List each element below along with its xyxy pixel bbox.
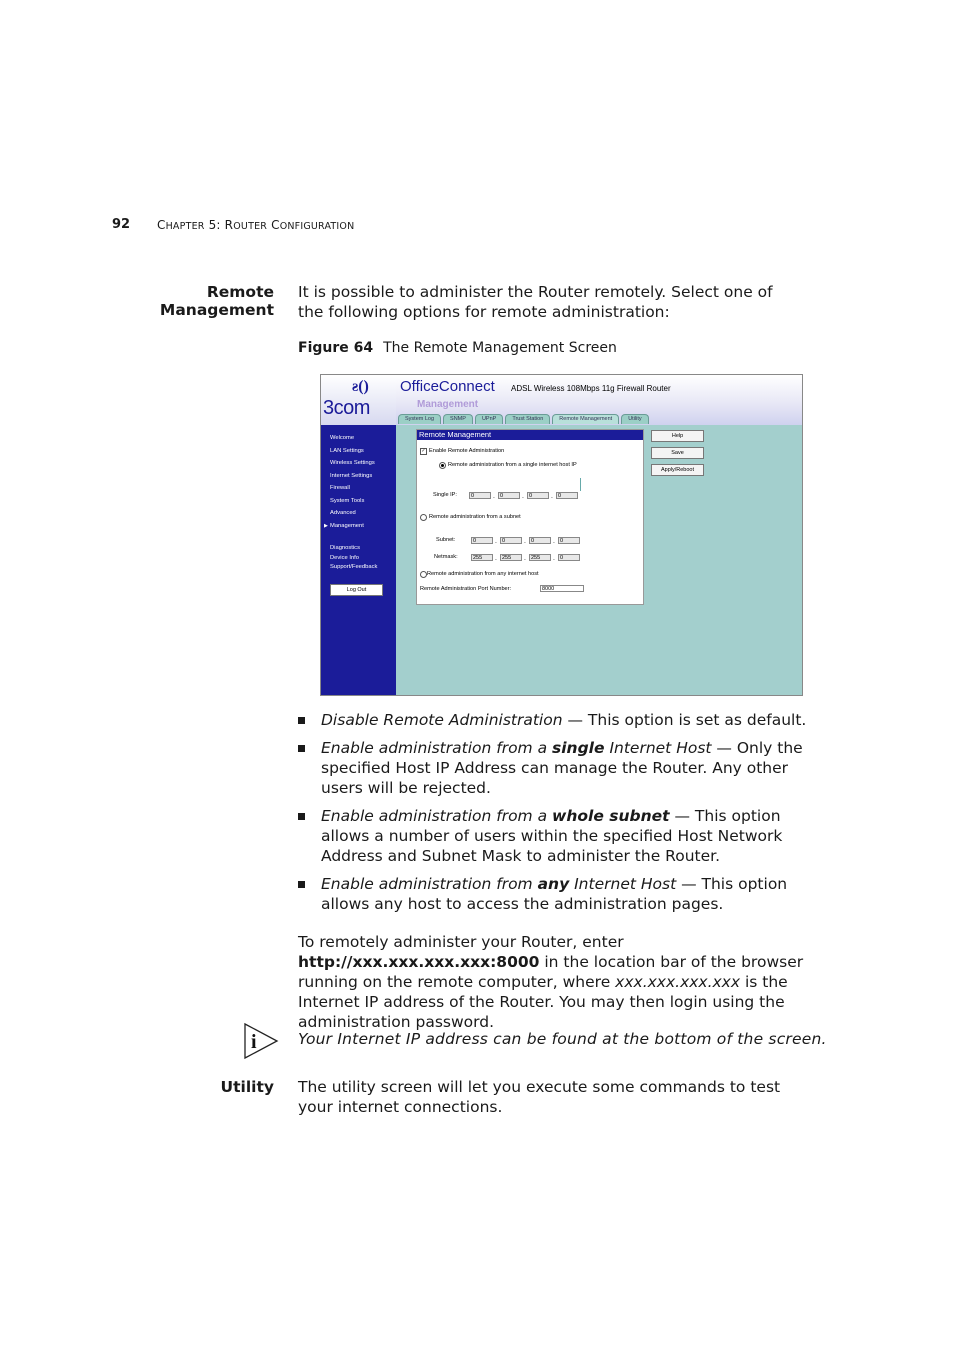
utility-text: The utility screen will let you execute some commands to test your internet connections. <box>298 1078 781 1116</box>
netmask-octet-1[interactable]: 255 <box>471 554 493 561</box>
chapter-heading: CHAPTER 5: ROUTER CONFIGURATION <box>157 218 355 232</box>
list-item: Disable Remote Administration — This option is set as default. <box>298 710 823 730</box>
tab-trust-station[interactable]: Trust Station <box>505 414 550 424</box>
figure-title: The Remote Management Screen <box>383 340 617 356</box>
remote-management-panel <box>416 429 644 605</box>
tab-remote-management[interactable]: Remote Management <box>552 414 619 424</box>
bullet-icon <box>298 745 305 752</box>
subnet-radio[interactable] <box>420 514 427 521</box>
tab-snmp[interactable]: SNMP <box>443 414 473 424</box>
subnet-label: Subnet: <box>436 537 456 543</box>
list-item: Enable administration from a whole subnet — This option allows a number of users within the specified Host Network Address and Subnet Mask to administer the Router. <box>298 806 823 866</box>
single-host-radio[interactable] <box>439 462 446 469</box>
subnet-option-label: Remote administration from a subnet <box>429 514 521 520</box>
log-out-button[interactable]: Log Out <box>330 584 383 596</box>
list-item: Enable administration from any Internet Host — This option allows any host to access the administration pages. <box>298 874 823 914</box>
section-label: Management <box>417 399 479 410</box>
subnet-octet-1[interactable]: 0 <box>471 537 493 544</box>
single-ip-octet-3[interactable]: 0 <box>527 492 549 499</box>
nav-diagnostics[interactable]: Diagnostics <box>330 545 360 551</box>
panel-title: Remote Management <box>417 430 643 440</box>
nav-management[interactable]: Management <box>330 523 364 529</box>
ip-dot: . <box>522 493 524 500</box>
ip-dot: . <box>553 538 555 545</box>
ip-placeholder: xxx.xxx.xxx.xxx <box>615 973 741 991</box>
ip-dot: . <box>524 555 526 562</box>
svg-text:i: i <box>251 1031 257 1053</box>
ip-dot: . <box>553 555 555 562</box>
any-host-radio[interactable] <box>420 571 427 578</box>
3com-logo-icon: ƨ() <box>352 378 369 395</box>
enable-remote-admin-checkbox[interactable]: ✓ <box>421 448 426 454</box>
section-title-utility: Utility <box>220 1078 274 1096</box>
3com-logo-text: 3com <box>323 397 370 419</box>
subnet-octet-3[interactable]: 0 <box>529 537 551 544</box>
apply-reboot-button[interactable]: Apply/Reboot <box>651 464 704 476</box>
nav-system-tools[interactable]: System Tools <box>330 498 365 504</box>
ip-dot: . <box>524 538 526 545</box>
port-label: Remote Administration Port Number: <box>420 586 512 592</box>
any-host-label: Remote administration from any internet host <box>427 571 539 577</box>
tab-upnp[interactable]: UPnP <box>475 414 503 424</box>
netmask-octet-2[interactable]: 255 <box>500 554 522 561</box>
field-separator <box>580 478 581 491</box>
single-host-label: Remote administration from a single internet host IP <box>448 462 577 468</box>
router-screenshot <box>320 374 803 696</box>
netmask-label: Netmask: <box>434 554 458 560</box>
netmask-octet-3[interactable]: 255 <box>529 554 551 561</box>
port-input[interactable]: 8000 <box>540 585 584 592</box>
officeconnect-brand: OfficeConnect <box>400 378 495 395</box>
remote-url: http://xxx.xxx.xxx.xxx:8000 <box>298 953 540 971</box>
note-text: Your Internet IP address can be found at the bottom of the screen. <box>298 1030 827 1048</box>
nav-advanced[interactable]: Advanced <box>330 510 356 516</box>
nav-firewall[interactable]: Firewall <box>330 485 350 491</box>
tab-bar <box>398 414 651 424</box>
option-list <box>298 710 823 922</box>
ip-dot: . <box>495 538 497 545</box>
netmask-octet-4[interactable]: 0 <box>558 554 580 561</box>
tab-system-log[interactable]: System Log <box>398 414 441 424</box>
nav-welcome[interactable]: Welcome <box>330 435 355 441</box>
list-item: Enable administration from a single Internet Host — Only the specified Host IP Address can manage the Router. Any other users will be rejected. <box>298 738 823 798</box>
enable-remote-admin-label: Enable Remote Administration <box>429 448 505 454</box>
info-icon <box>243 1022 279 1060</box>
nav-wireless-settings[interactable]: Wireless Settings <box>330 460 375 466</box>
bullet-icon <box>298 813 305 820</box>
remote-management-intro: It is possible to administer the Router remotely. Select one of the following options for remote administration: <box>298 283 773 321</box>
logo-area <box>321 375 396 425</box>
save-button[interactable]: Save <box>651 447 704 459</box>
bullet-icon <box>298 881 305 888</box>
nav-lan-settings[interactable]: LAN Settings <box>330 448 364 454</box>
ip-dot: . <box>495 555 497 562</box>
single-ip-octet-2[interactable]: 0 <box>498 492 520 499</box>
ip-dot: . <box>551 493 553 500</box>
subnet-octet-4[interactable]: 0 <box>558 537 580 544</box>
figure-caption <box>298 340 617 356</box>
subnet-octet-2[interactable]: 0 <box>500 537 522 544</box>
bullet-icon <box>298 717 305 724</box>
page-number: 92 <box>112 217 131 232</box>
single-ip-octet-1[interactable]: 0 <box>469 492 491 499</box>
ip-dot: . <box>493 493 495 500</box>
nav-internet-settings[interactable]: Internet Settings <box>330 473 373 479</box>
tab-utility[interactable]: Utility <box>621 414 648 424</box>
nav-device-info[interactable]: Device Info <box>330 555 359 561</box>
nav-support-feedback[interactable]: Support/Feedback <box>330 564 378 570</box>
single-ip-octet-4[interactable]: 0 <box>556 492 578 499</box>
help-button[interactable]: Help <box>651 430 704 442</box>
figure-label: Figure 64 <box>298 340 374 356</box>
single-ip-label: Single IP: <box>433 492 457 498</box>
nav-current-arrow-icon: ▶ <box>324 523 328 529</box>
product-name: ADSL Wireless 108Mbps 11g Firewall Router <box>511 384 671 393</box>
section-title-remote-management: Remote Management <box>159 283 274 319</box>
remote-access-paragraph: To remotely administer your Router, enter http://xxx.xxx.xxx.xxx:8000 in the location bar of the browser running on the remote computer, where xxx.xxx.xxx.xxx is the Internet IP address of the Router. You may then login using the administration password. <box>298 933 804 1031</box>
